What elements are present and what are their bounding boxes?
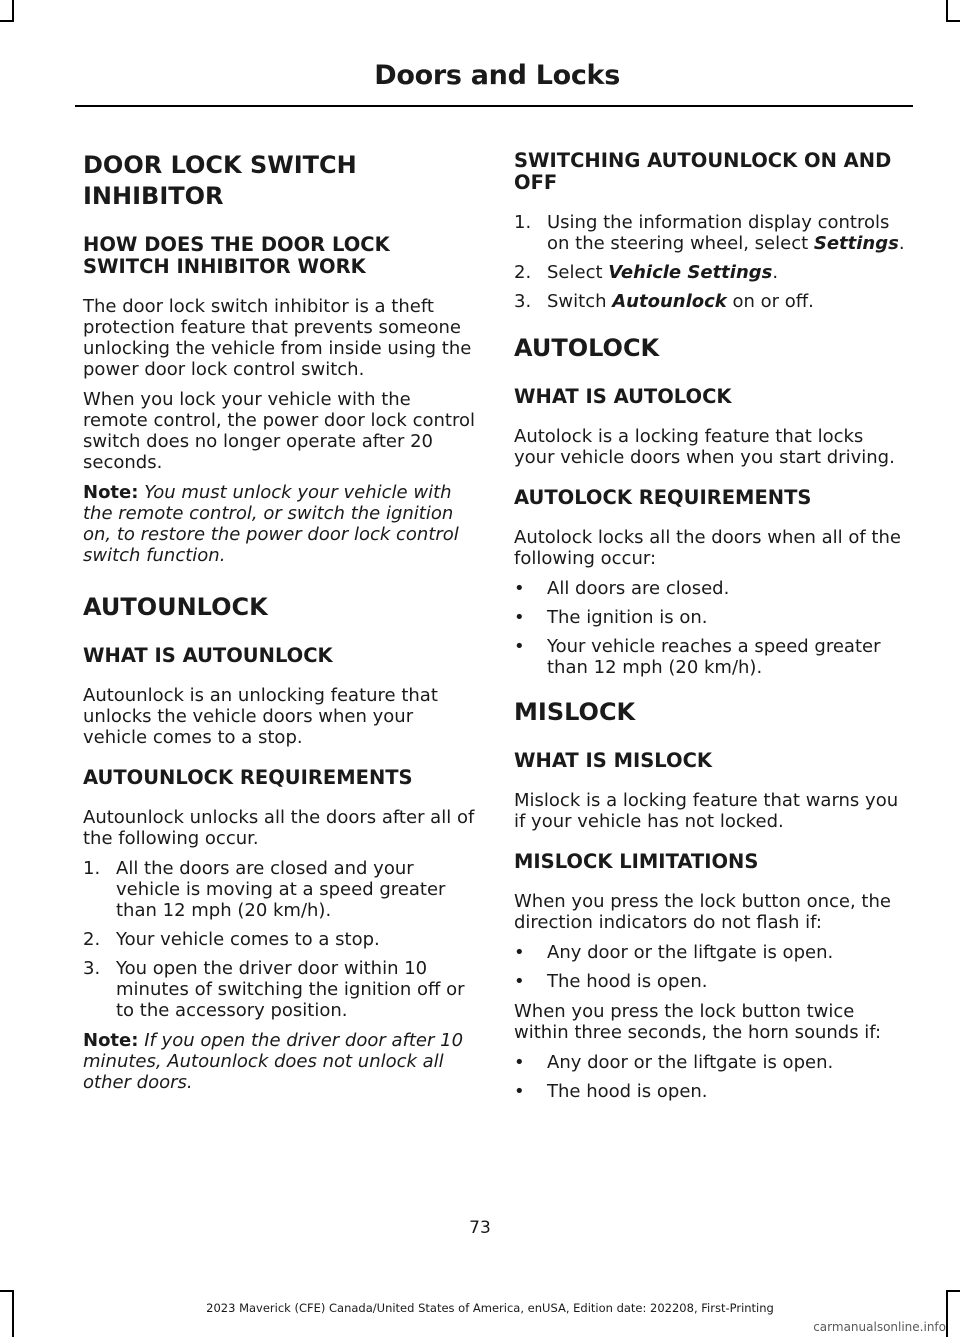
list-item [514, 971, 906, 992]
press-twice-list [514, 1052, 906, 1102]
subheading-what-is-autounlock: WHAT IS AUTOUNLOCK [83, 644, 333, 667]
autolock-requirements-list [514, 578, 906, 678]
step-text-end: on or off. [726, 291, 814, 312]
list-item-text: The hood is open. [547, 1081, 708, 1102]
note-text: If you open the driver door after 10 minutes, Autounlock does not unlock all other doors. [83, 1030, 464, 1093]
list-item-text: Your vehicle reaches a speed greater than 12 mph (20 km/h). [547, 636, 881, 678]
bullet: • [514, 607, 525, 628]
paragraph-mislock-description: Mislock is a locking feature that warns you if your vehicle has not locked. [514, 790, 899, 832]
menu-setting-name: Vehicle Settings [608, 262, 773, 283]
step-text: Select [547, 262, 609, 283]
bullet: • [514, 942, 525, 963]
paragraph-autolock-description: Autolock is a locking feature that locks your vehicle doors when you start driving. [514, 426, 895, 468]
list-item-text: All doors are closed. [547, 578, 730, 599]
list-item-text: Your vehicle comes to a stop. [116, 929, 380, 950]
note-label: Note: [83, 482, 139, 503]
list-number: 1. [83, 858, 101, 879]
bullet: • [514, 1081, 525, 1102]
list-item-text: The ignition is on. [547, 607, 708, 628]
note-restore-switch [83, 482, 475, 566]
paragraph-autounlock-description: Autounlock is an unlocking feature that unlocks the vehicle doors when your vehicle comes to a stop. [83, 685, 438, 748]
step-text-end: . [898, 233, 905, 254]
list-item [514, 1081, 906, 1102]
subheading-what-is-autolock: WHAT IS AUTOLOCK [514, 385, 732, 408]
list-number: 1. [514, 212, 532, 233]
list-item [514, 1052, 906, 1073]
list-item [83, 929, 475, 950]
list-item [514, 291, 906, 312]
note-text: You must unlock your vehicle with the remote control, or switch the ignition on, to restore the power door lock control switch function. [83, 482, 459, 566]
header-rule [75, 105, 913, 107]
crop-mark-top-right-h [946, 20, 960, 22]
bullet: • [514, 1052, 525, 1073]
paragraph-inhibitor-timing: When you lock your vehicle with the remote control, the power door lock control switch does no longer operate after 20 seconds. [83, 389, 475, 473]
subheading-mislock-limitations: MISLOCK LIMITATIONS [514, 850, 759, 873]
menu-setting-name: Settings [813, 233, 899, 254]
list-item-text: You open the driver door within 10 minutes of switching the ignition off or to the accessory position. [116, 958, 465, 1021]
list-item-text: The hood is open. [547, 971, 708, 992]
press-once-list [514, 942, 906, 992]
subheading-how-inhibitor-works: HOW DOES THE DOOR LOCK SWITCH INHIBITOR WORK [83, 233, 390, 278]
section-title-autounlock: AUTOUNLOCK [83, 593, 268, 621]
list-item [514, 578, 906, 599]
crop-mark-top-right-v [946, 0, 948, 20]
section-title-door-lock-switch-inhibitor: DOOR LOCK SWITCH INHIBITOR [83, 151, 357, 210]
list-item [83, 958, 475, 1021]
list-item [514, 607, 906, 628]
bullet: • [514, 971, 525, 992]
right-column [514, 150, 906, 1111]
list-number: 2. [83, 929, 101, 950]
paragraph-press-twice: When you press the lock button twice within three seconds, the horn sounds if: [514, 1001, 882, 1043]
autounlock-requirements-list [83, 858, 475, 1021]
step-text: Using the information display controls on the steering wheel, select [547, 212, 890, 254]
section-title-mislock: MISLOCK [514, 698, 636, 726]
section-title-autolock: AUTOLOCK [514, 334, 660, 362]
list-item [514, 942, 906, 963]
list-item [514, 262, 906, 283]
list-item-text: Any door or the liftgate is open. [547, 1052, 834, 1073]
crop-mark-bottom-left-h [0, 1290, 14, 1292]
watermark: carmanualsonline.info [813, 1320, 946, 1334]
list-number: 2. [514, 262, 532, 283]
list-item [83, 858, 475, 921]
subheading-switching-autounlock: SWITCHING AUTOUNLOCK ON AND OFF [514, 149, 892, 194]
subheading-autolock-requirements: AUTOLOCK REQUIREMENTS [514, 486, 812, 509]
crop-mark-top-left-v [12, 0, 14, 20]
list-item-text: All the doors are closed and your vehicle is moving at a speed greater than 12 mph (20 km/h). [116, 858, 446, 921]
subheading-autounlock-requirements: AUTOUNLOCK REQUIREMENTS [83, 766, 413, 789]
crop-mark-top-left-h [0, 20, 14, 22]
list-number: 3. [83, 958, 101, 979]
step-text: Switch [547, 291, 613, 312]
bullet: • [514, 636, 525, 657]
list-item [514, 212, 906, 254]
paragraph-autounlock-conditions: Autounlock unlocks all the doors after all of the following occur. [83, 807, 475, 849]
step-text-end: . [772, 262, 779, 283]
paragraph-inhibitor-description: The door lock switch inhibitor is a theft protection feature that prevents someone unlocking the vehicle from inside using the power door lock control switch. [83, 296, 472, 380]
note-label: Note: [83, 1030, 139, 1051]
list-item [514, 636, 906, 678]
footer-edition-info: 2023 Maverick (CFE) Canada/United States of America, enUSA, Edition date: 202208, First-Printing [206, 1301, 774, 1315]
menu-setting-name: Autounlock [612, 291, 727, 312]
subheading-what-is-mislock: WHAT IS MISLOCK [514, 749, 713, 772]
note-driver-door-timing [83, 1030, 475, 1093]
page-number: 73 [469, 1218, 491, 1238]
list-number: 3. [514, 291, 532, 312]
crop-mark-bottom-right-h [946, 1290, 960, 1292]
autounlock-steps-list [514, 212, 906, 312]
paragraph-autolock-conditions: Autolock locks all the doors when all of the following occur: [514, 527, 901, 569]
left-column [83, 150, 475, 1102]
bullet: • [514, 578, 525, 599]
paragraph-press-once: When you press the lock button once, the direction indicators do not flash if: [514, 891, 891, 933]
list-item-text: Any door or the liftgate is open. [547, 942, 834, 963]
page-header-title: Doors and Locks [374, 60, 620, 91]
